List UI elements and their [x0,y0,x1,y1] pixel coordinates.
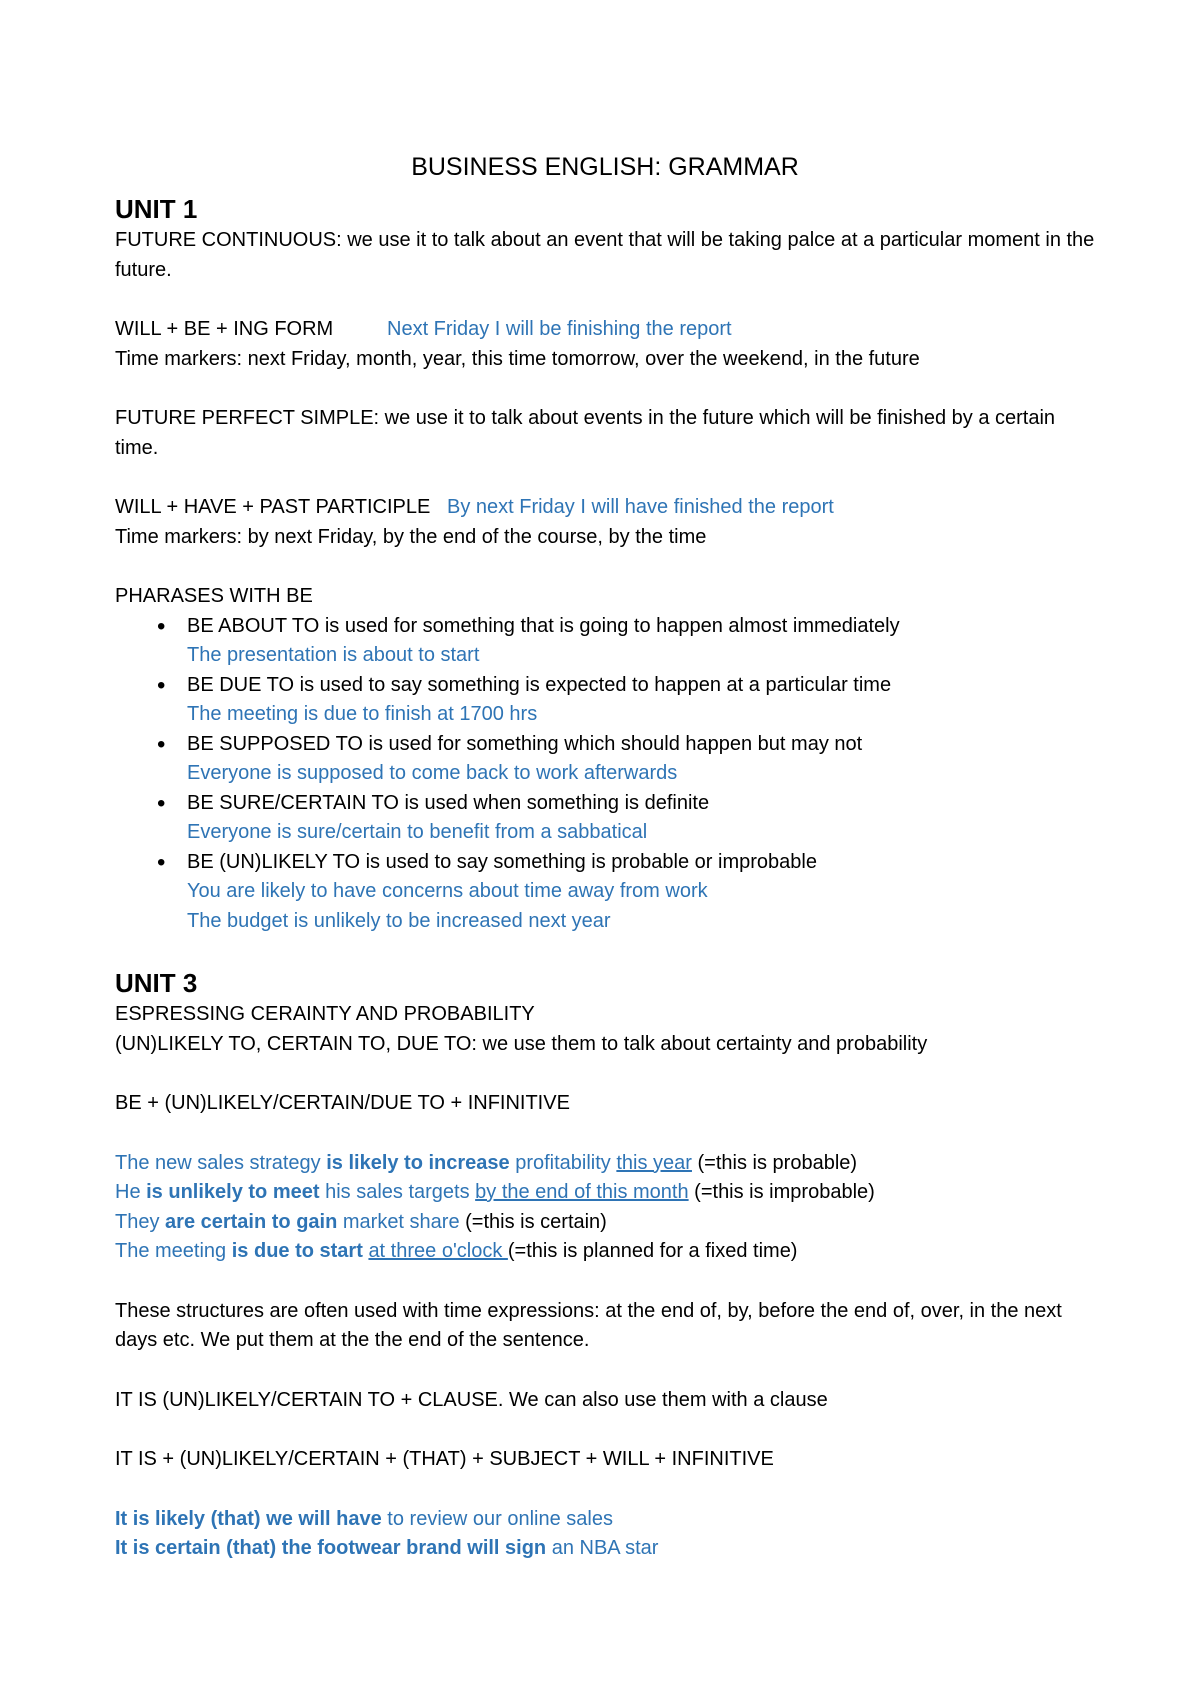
example-note: (=this is improbable) [688,1181,875,1203]
example-line [115,1237,1095,1267]
fp-time-markers: Time markers: by next Friday, by the end of the course, by the time [115,525,707,548]
phrase-example: The meeting is due to finish at 1700 hrs [187,703,538,725]
document-body [115,150,1095,1564]
phrase-example: You are likely to have concerns about time away from work [187,880,708,902]
example-note: (=this is certain) [459,1210,607,1233]
clause-note: IT IS (UN)LIKELY/CERTAIN TO + CLAUSE. We can also use them with a clause [115,1388,828,1411]
example-key-phrase: is unlikely to meet [146,1181,320,1203]
phrases-list [115,612,1095,937]
future-continuous-definition: FUTURE CONTINUOUS: we use it to talk about an event that will be taking palce at a particular moment in the future. [115,229,1095,281]
future-perfect-definition: FUTURE PERFECT SIMPLE: we use it to talk about events in the future which will be finished by a certain time. [115,407,1056,459]
example-line [115,1178,1095,1208]
phrase-rule: BE ABOUT TO is used for something that is going to happen almost immediately [187,614,900,637]
formula-be-likely: BE + (UN)LIKELY/CERTAIN/DUE TO + INFINITIVE [115,1092,570,1114]
phrase-example: Everyone is supposed to come back to work afterwards [187,762,678,784]
phrases-heading: PHARASES WITH BE [115,585,313,607]
fc-example: Next Friday I will be finishing the report [387,318,732,340]
example-key-phrase: are certain to gain [165,1210,338,1233]
unit3-intro: (UN)LIKELY TO, CERTAIN TO, DUE TO: we use them to talk about certainty and probability [115,1032,928,1055]
example-line [115,1505,1095,1535]
example-key-phrase: is due to start [231,1240,363,1262]
phrase-example: The presentation is about to start [187,644,480,666]
example-text: They [115,1210,166,1233]
unit3-subheading: ESPRESSING CERAINTY AND PROBABILITY [115,1003,535,1025]
example-note: (=this is planned for a fixed time) [507,1240,798,1262]
example-text: market share [337,1210,460,1233]
example-text: He [115,1181,147,1203]
example-line [115,1149,1095,1179]
fc-time-markers: Time markers: next Friday, month, year, this time tomorrow, over the weekend, in the future [115,347,920,370]
fc-formula: WILL + BE + ING FORM [115,318,334,340]
example-text: an NBA star [546,1537,659,1559]
future-continuous-formula-line [115,315,1095,345]
example-text: The new sales strategy [115,1151,327,1174]
example-text: to review our online sales [381,1507,613,1530]
formula-it-is: IT IS + (UN)LIKELY/CERTAIN + (THAT) + SUBJECT + WILL + INFINITIVE [115,1448,774,1470]
example-line [115,1534,1095,1564]
list-item [157,848,1095,937]
example-time-expression: this year [616,1151,692,1174]
phrase-example: Everyone is sure/certain to benefit from a sabbatical [187,821,648,843]
list-item [157,789,1095,848]
example-text: The meeting [115,1240,232,1262]
unit3-heading: UNIT 3 [115,968,198,998]
future-perfect-formula-line [115,493,1095,523]
example-text: his sales targets [319,1181,476,1203]
example-line [115,1208,1095,1238]
example-time-expression: at three o'clock [368,1240,508,1262]
example-key-phrase: It is certain (that) the footwear brand will sign [115,1537,547,1559]
example-text: profitability [509,1151,617,1174]
page-title: BUSINESS ENGLISH: GRAMMAR [411,153,799,181]
fp-example: By next Friday I will have finished the report [446,496,834,518]
phrase-example: The budget is unlikely to be increased next year [187,909,611,932]
example-time-expression: by the end of this month [475,1181,689,1203]
phrase-rule: BE (UN)LIKELY TO is used to say something is probable or improbable [187,850,817,873]
phrase-rule: BE DUE TO is used to say something is expected to happen at a particular time [187,673,892,696]
phrase-rule: BE SURE/CERTAIN TO is used when something is definite [187,791,710,814]
list-item [157,730,1095,789]
fp-formula: WILL + HAVE + PAST PARTICIPLE [115,496,431,518]
list-item [157,612,1095,671]
list-item [157,671,1095,730]
example-key-phrase: is likely to increase [326,1151,510,1174]
unit1-heading: UNIT 1 [115,194,198,224]
example-note: (=this is probable) [691,1151,858,1174]
time-expressions-note: These structures are often used with time expressions: at the end of, by, before the end of, over, in the next days etc. We put them at the the end of the sentence. [115,1299,1062,1351]
example-key-phrase: It is likely (that) we will have [115,1507,382,1530]
phrase-rule: BE SUPPOSED TO is used for something which should happen but may not [187,732,863,755]
